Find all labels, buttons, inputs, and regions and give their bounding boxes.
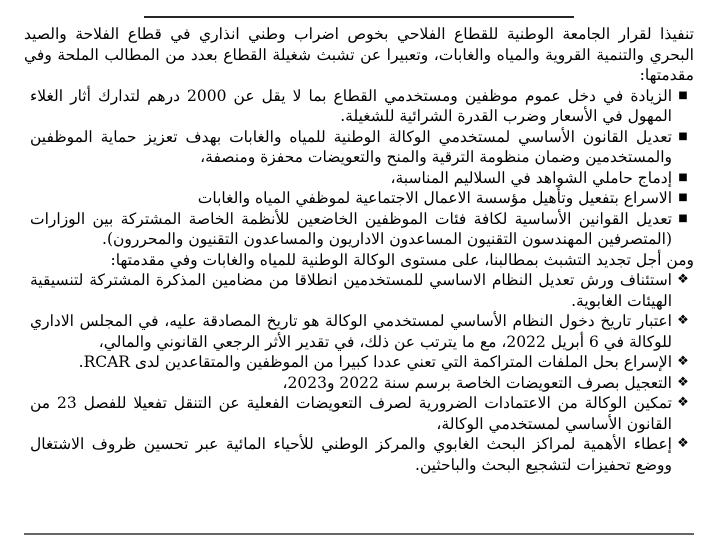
diamond-bullet-icon: ❖ [677, 354, 689, 369]
list-item: ■ إدماج حاملي الشواهد في السلاليم المناسبة، [24, 168, 694, 189]
diamond-bullet-icon: ❖ [677, 313, 689, 328]
list-item: ❖ تمكين الوكالة من الاعتمادات الضرورية لصرف التعويضات الفعلية عن التنقل تفعيلا للفصل 23 من القانون الأساسي لمستخدمي الوكالة، [30, 394, 689, 433]
list-item: ❖ الإسراع بحل الملفات المتراكمة التي تعني عددا كبيرا من الموظفين والمتقاعدين لدى RCAR. [78, 353, 689, 371]
list-item: ■ الاسراع بتفعيل وتأهيل مؤسسة الاعمال الاجتماعية لموظفي المياه والغابات [24, 188, 694, 209]
list-item: ❖ اعتبار تاريخ دخول النظام الأساسي لمستخدمي الوكالة هو تاريخ المصادقة عليه، في المجلس الاداري للوكالة في 6 أبريل 2022، مع ما يترتب عن ذلك، في تقدير الأثر الرجعي القانوني والمالي، [30, 312, 689, 351]
list-item: ❖ إعطاء الأهمية لمراكز البحث الغابوي والمركز الوطني للأحياء المائية عبر تحسين ظروف الاشتغال ووضع تحفيزات لتشجيع البحث والباحثين. [30, 435, 689, 474]
diamond-bullet-icon: ❖ [677, 436, 689, 451]
list-item: ❖ التعجيل بصرف التعويضات الخاصة برسم سنة 2022 و2023، [282, 373, 689, 392]
diamond-bullet-icon: ❖ [677, 272, 689, 287]
cropped-next-line [24, 533, 694, 540]
list-item: ■ الزيادة في دخل عموم موظفين ومستخدمي القطاع بما لا يقل عن 2000 درهم لتدارك أثار الغلاء المهول في الأسعار وضرب القدرة الشرائية للشغيلة. [24, 86, 694, 127]
diamond-bullet-icon: ❖ [677, 374, 689, 390]
square-bullet-icon: ■ [678, 130, 688, 142]
transition-paragraph: ومن أجل تجديد التشبث بمطالبنا، على مستوى الوكالة الوطنية للمياه والغابات وفي مقدمتها: [110, 250, 694, 269]
list-item: ■ تعديل القانون الأساسي لمستخدمي الوكالة الوطنية للمياه والغابات بهدف تعزيز حماية الموظفين والمستخدمين وضمان منظومة الترقية والمنح والتعويضات محفزة ومنصفة، [24, 127, 694, 168]
demands-list-1 [24, 86, 694, 250]
square-bullet-icon: ■ [678, 89, 688, 101]
intro-paragraph: تنفيذا لقرار الجامعة الوطنية للقطاع الفلاحي بخوص اضراب وطني انذاري في قطاع الفلاحة والصيد البحري والتنمية القروية والمياه والغابات، وتعبيرا عن تشبث شغيلة القطاع بعدد من المطالب الملحة وفي مقدمتها: [24, 25, 694, 84]
demands-list-2 [24, 270, 694, 475]
list-item: ❖ استئناف ورش تعديل النظام الاساسي للمستخدمين انطلاقا من مضامين المذكرة المشتركة لتنسيقية الهيئات الغابوية. [30, 271, 689, 310]
diamond-bullet-icon: ❖ [677, 395, 689, 410]
square-bullet-icon: ■ [678, 212, 688, 224]
cropped-heading-line [144, 6, 574, 18]
square-bullet-icon: ■ [678, 192, 688, 203]
list-item: ■ تعديل القوانين الأساسية لكافة فئات الموظفين الخاضعين للأنظمة الخاصة المشتركة بين الوزارات (المتصرفين المهندسون التقنيون المساعدون الاداريون والمساعدون التقنيون والمحررون). [24, 209, 694, 250]
square-bullet-icon: ■ [678, 171, 688, 183]
